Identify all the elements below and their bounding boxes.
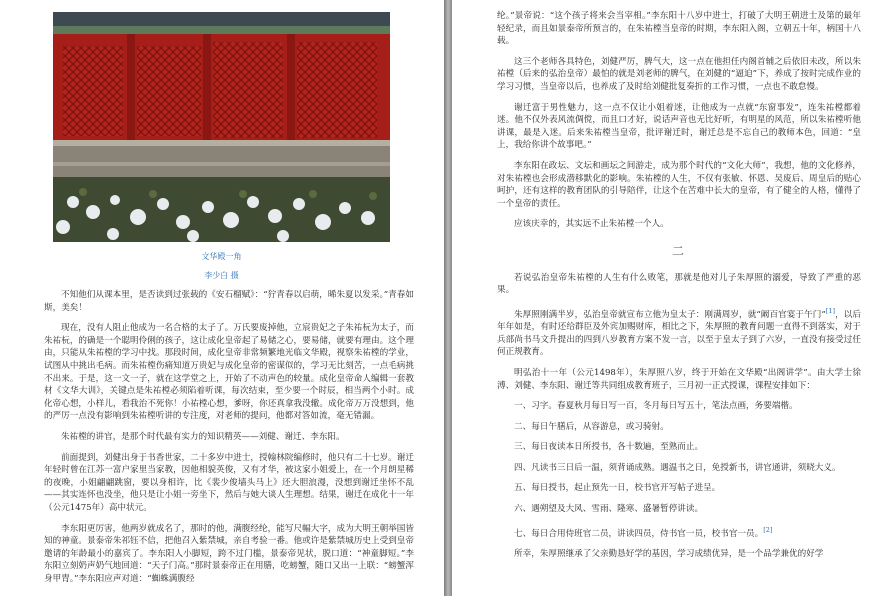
paragraph: 应该庆幸的，其实远不止朱祐樘一个人。 [514,219,669,230]
curriculum-item: 四、凡读书三日后一温，须背诵成熟。遇温书之日，免授新书，讲官通讲，须晓大义。 [514,462,841,473]
paragraph: 纶。”景帝说：“这个孩子将来会当宰相。”李东阳十八岁中进士，打破了大明王朝进士及第的最年轻纪录，而且如景泰帝所预言的，在朱祐樘当皇帝的时期，李东阳入阁，立朝五十年，柄国十八载。 [497,11,861,47]
photo-credit: 李少白 摄 [204,271,239,280]
curriculum-item: 三、每日夜读本日所授书，各十数遍，至熟而止。 [514,442,704,453]
curriculum-item: 一、习字。春夏秋月每日写一百，冬月每日写五十，笔法点画，务要端楷。 [514,401,798,412]
paragraph: 若说弘治皇帝朱祐樘的人生有什么败笔，那就是他对儿子朱厚照的溺爱，导致了严重的恶果。 [497,272,861,296]
section-heading: 二 [671,243,686,258]
right-body-text [497,10,861,569]
curriculum-item [497,524,861,540]
paragraph: 不知他们从课本里，是否读到过张载的《安石榴赋》：“狞青春以启萌，晞朱夏以发采。”青春如斯，美矣！ [44,290,414,313]
paragraph: 前面提到，刘健出身于书香世家，二十多岁中进士，授翰林院编修时，他只有二十七岁。谢迁年轻时曾在江苏一富户家里当家教，因他相貌英俊，又有才华，被这家小姐爱上，在一个月朗星稀的夜晚，小姐翩翩跳窗，要以身相许，比《裴少俊墙头马上》还大胆浪漫，没想到谢迁坐怀不乱——其实连怀也没坐，他只是让小姐一旁坐下，然后与她大谈人生理想。结果，谢迁在成化十一年（公元1475年）高中状元。 [44,452,414,513]
paragraph: 明弘治十一年（公元1498年），朱厚照八岁，终于开始在文华殿“出阁讲学”。由大学士徐溥、刘健、李东阳、谢迁等共同组成教育班子，三月初一正式授课，课程安排如下： [497,367,861,391]
curriculum-item: 五、每日授书，起止预先一日，校书官开写帖子进呈。 [514,483,721,494]
curriculum-text: 七、每日合用侍班官二员，讲读四员，侍书官一员，校书官一员。 [514,528,764,539]
palace-photo [53,12,390,242]
paragraph: 这三个老师各具特色，刘健严厉，脾气大，这一点在他担任内阁首辅之后依旧未改，所以朱祐樘（后来的弘治皇帝）最怕的就是刘老师的脾气，在刘健的“逼迫”下，养成了按时完成作业的学习习惯，当皇帝以后，也养成了及时给刘健批复奏折的工作习惯，一点也不敢怠慢。 [497,56,861,92]
paragraph-text: ，以后年年如是，有时还给群臣及外宾加赐财库，相比之下，朱厚照的教育问题一直得不到落实，对于兵部尚书马文升提出的四到八岁教育方案不发一言，以至于皇太子到了六岁，一直没有接受过任何正规教育。 [497,309,861,358]
paragraph: 李东阳在政坛、文坛和画坛之间游走，成为那个时代的“文化大师”，我想，他的文化修养，对朱祐樘也会形成潜移默化的影响。朱祐樘的人生，不仅有张敏、怀恩、吴废后、周皇后的贴心呵护，还有这样的教育团队的引导陪伴，让这个在苦难中长大的皇帝，有了健全的人格，懂得了一个皇帝的责任。 [497,160,861,209]
left-page [0,0,444,596]
curriculum-item: 二、每日午膳后，从容游息，或习骑射。 [514,421,669,432]
photo-caption: 文华殿一角 [201,252,242,261]
curriculum-item: 六、遇朔望及大风、雪雨、隆寒、盛暑暂停讲读。 [514,504,704,515]
book-gutter [444,0,452,596]
paragraph-text: 朱厚照刚满半岁，弘治皇帝就宣布立他为皇太子：刚满周岁，就“阚百官宴于午门” [514,309,826,320]
right-page [452,0,895,596]
left-body-text [44,289,414,593]
paragraph [497,305,861,359]
footnote-link[interactable]: [1] [825,306,836,315]
footnote-link[interactable]: [2] [763,525,773,534]
wenhua-hall-image [53,12,390,242]
paragraph: 谢迁富于男性魅力，这一点不仅让小姐着迷，让他成为一点就“东窗事发”，连朱祐樘都着迷。他不仅外表风流倜傥，而且口才好，说话声音也无比好听，有明星的风范，所以朱祐樘听他讲课，最是入迷。后来朱祐樘当皇帝，批评谢迁时，谢迁总是不忘自己的教师本色，回道：“皇上，我给你讲个故事吧。” [497,102,861,151]
paragraph: 朱祐樘的讲官，是那个时代最有实力的知识精英——刘健、谢迁、李东阳。 [61,431,345,442]
paragraph: 李东阳更厉害，他两岁就成名了，那时的他，满腹经纶，能写尺幅大字，成为大明王朝举国皆知的神童。景泰帝朱祁钰不信，把他召入紫禁城，亲自考验一番。他或许是紫禁城历史上受到皇帝邀请的年龄最小的嘉宾了。李东阳人小脚短，跨不过门槛，景泰帝见状，脱口道：“神童脚短。”李东阳立刻奶声奶气地回道：“天子门高。”那时景泰帝正在用膳，吃螃蟹，随口又出一上联：“螃蟹浑身甲胄。”李东阳应声对道：“蜘蛛满腹经 [44,523,414,584]
paragraph: 现在，没有人阻止他成为一名合格的太子了。万氏要废掉他，立宸贵妃之子朱祐杬为太子，而朱祐杬，的确是一个聪明伶俐的孩子，这让成化皇帝起了易储之心，要易储，就要有理由。这个理由，只能从朱祐樘的学习中找。那段时间，成化皇帝非常频繁地光临文华殿，视察朱祐樘的学业，试图从中挑出毛病。而朱祐樘伤痛知道万贵妃与成化皇帝的密谋似的，学习无比刻苦，一点毛病挑不出来。于是，这一文一子，就在这学堂之上，开始了不动声色的较量。成化皇帝命人编辑一套教材《文华大训》，关键点是朱祐樘必须陷着听课，每次结束，至少要一个时辰，相当两个小时。成化帝心想，小样儿，看我治不死你！小祐樘心想，爹呀，你还真拿我没辙。成化帝万万没想到，他的严厉一点没有影响到朱祐樘听讲的专注度，对老师的提问，他都对答如流，毫无错漏。 [44,323,414,422]
paragraph: 所幸，朱厚照继承了父亲勤恳好学的基因，学习成绩优异，是一个品学兼优的好学 [514,549,824,560]
